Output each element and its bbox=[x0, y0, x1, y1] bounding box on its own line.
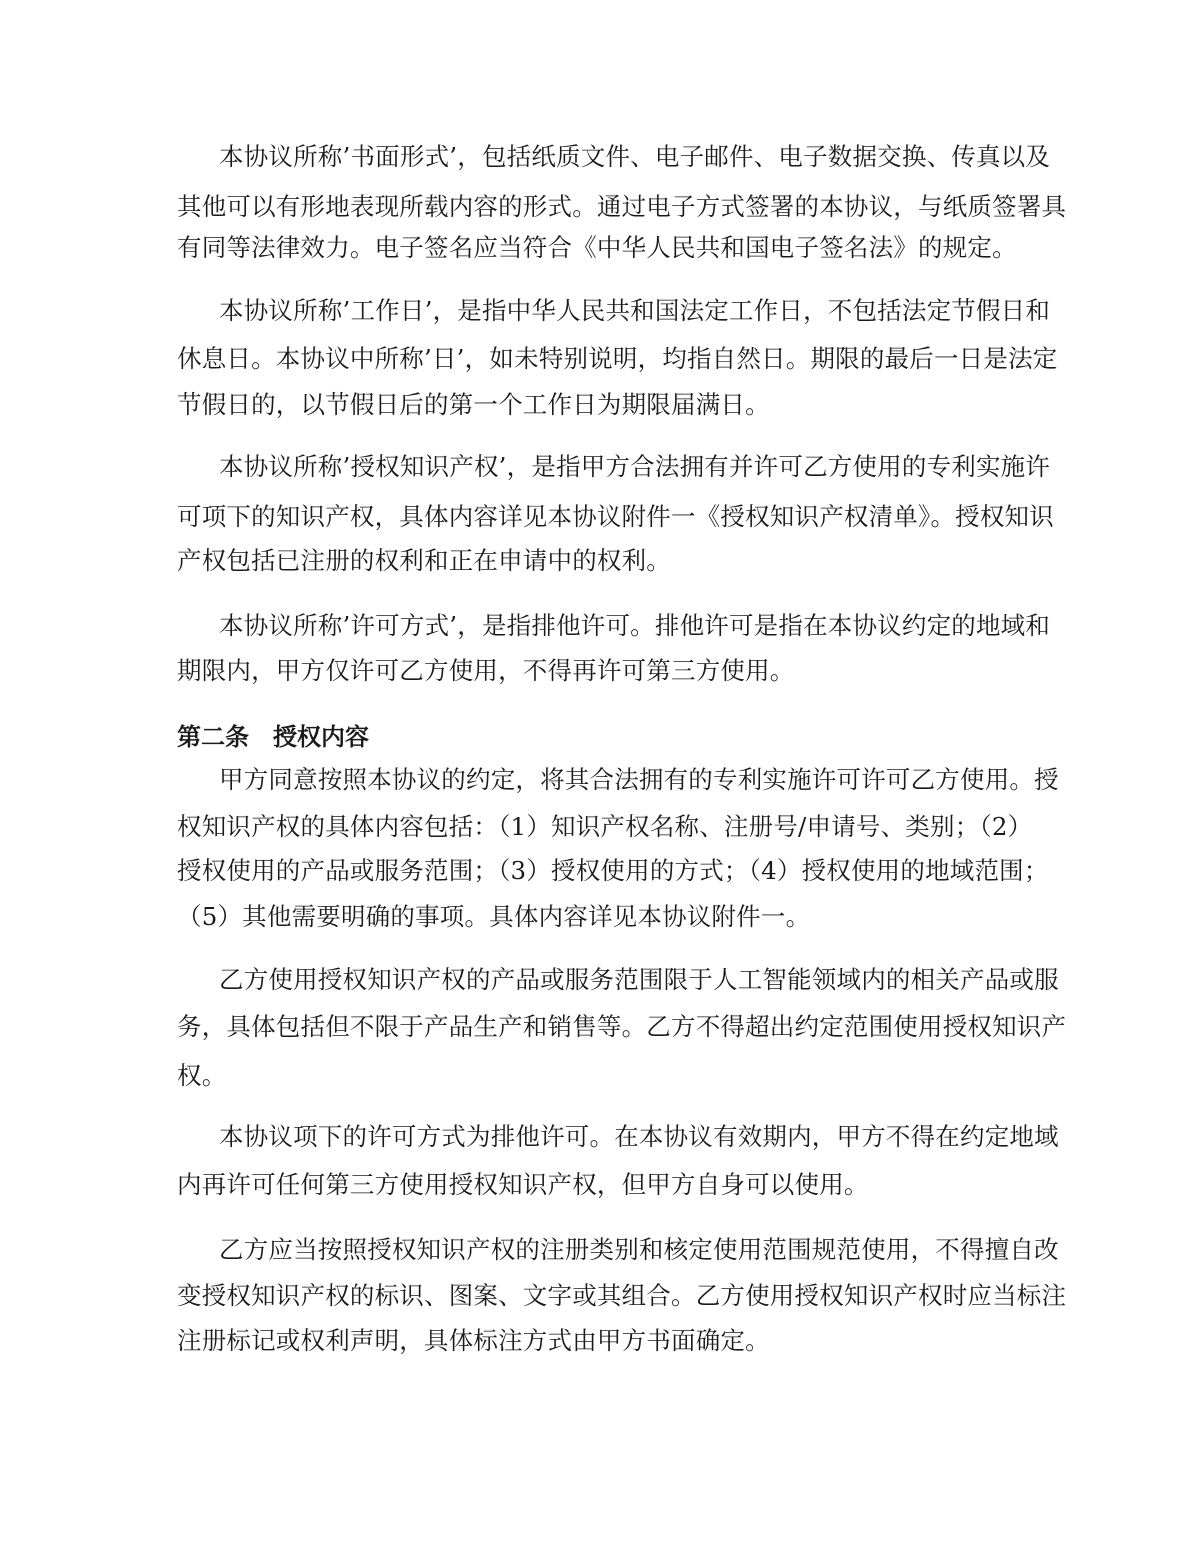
paragraph-line: 务，具体包括但不限于产品生产和销售等。乙方不得超出约定范围使用授权知识产 bbox=[177, 1012, 1067, 1041]
paragraph-line: 有同等法律效力。电子签名应当符合《中华人民共和国电子签名法》的规定。 bbox=[177, 233, 1017, 262]
paragraph-line: 本协议所称’书面形式’，包括纸质文件、电子邮件、电子数据交换、传真以及 bbox=[219, 142, 1051, 171]
paragraph-line: 本协议所称’工作日’，是指中华人民共和国法定工作日，不包括法定节假日和 bbox=[219, 296, 1051, 325]
paragraph-line: 产权包括已注册的权利和正在申请中的权利。 bbox=[177, 546, 671, 575]
paragraph-line: 节假日的，以节假日后的第一个工作日为期限届满日。 bbox=[177, 390, 770, 419]
paragraph-line: 授权使用的产品或服务范围；（3）授权使用的方式；（4）授权使用的地域范围； bbox=[177, 856, 1049, 885]
paragraph-line: 乙方应当按照授权知识产权的注册类别和核定使用范围规范使用，不得擅自改 bbox=[219, 1235, 1059, 1264]
paragraph-line: 甲方同意按照本协议的约定，将其合法拥有的专利实施许可许可乙方使用。授 bbox=[219, 765, 1059, 794]
paragraph-line: 变授权知识产权的标识、图案、文字或其组合。乙方使用授权知识产权时应当标注 bbox=[177, 1281, 1067, 1310]
paragraph-line: 权知识产权的具体内容包括：（1）知识产权名称、注册号/申请号、类别；（2） bbox=[177, 812, 1033, 841]
paragraph-line: 权。 bbox=[177, 1061, 227, 1090]
paragraph-line: 乙方使用授权知识产权的产品或服务范围限于人工智能领域内的相关产品或服 bbox=[219, 965, 1059, 994]
paragraph-line: 其他可以有形地表现所载内容的形式。通过电子方式签署的本协议，与纸质签署具 bbox=[177, 192, 1067, 221]
paragraph-line: 本协议项下的许可方式为排他许可。在本协议有效期内，甲方不得在约定地域 bbox=[219, 1122, 1059, 1151]
paragraph-line: 期限内，甲方仅许可乙方使用，不得再许可第三方使用。 bbox=[177, 656, 795, 685]
paragraph-line: （5）其他需要明确的事项。具体内容详见本协议附件一。 bbox=[177, 902, 811, 931]
paragraph-line: 内再许可任何第三方使用授权知识产权，但甲方自身可以使用。 bbox=[177, 1170, 869, 1199]
paragraph-line: 休息日。本协议中所称’日’，如未特别说明，均指自然日。期限的最后一日是法定 bbox=[177, 344, 1058, 373]
section-heading: 第二条 授权内容 bbox=[177, 723, 369, 751]
paragraph-line: 可项下的知识产权，具体内容详见本协议附件一《授权知识产权清单》。授权知识 bbox=[177, 502, 1054, 531]
paragraph-line: 注册标记或权利声明，具体标注方式由甲方书面确定。 bbox=[177, 1326, 770, 1355]
paragraph-line: 本协议所称’许可方式’，是指排他许可。排他许可是指在本协议约定的地域和 bbox=[219, 611, 1051, 640]
paragraph-line: 本协议所称’授权知识产权’，是指甲方合法拥有并许可乙方使用的专利实施许 bbox=[219, 452, 1051, 481]
